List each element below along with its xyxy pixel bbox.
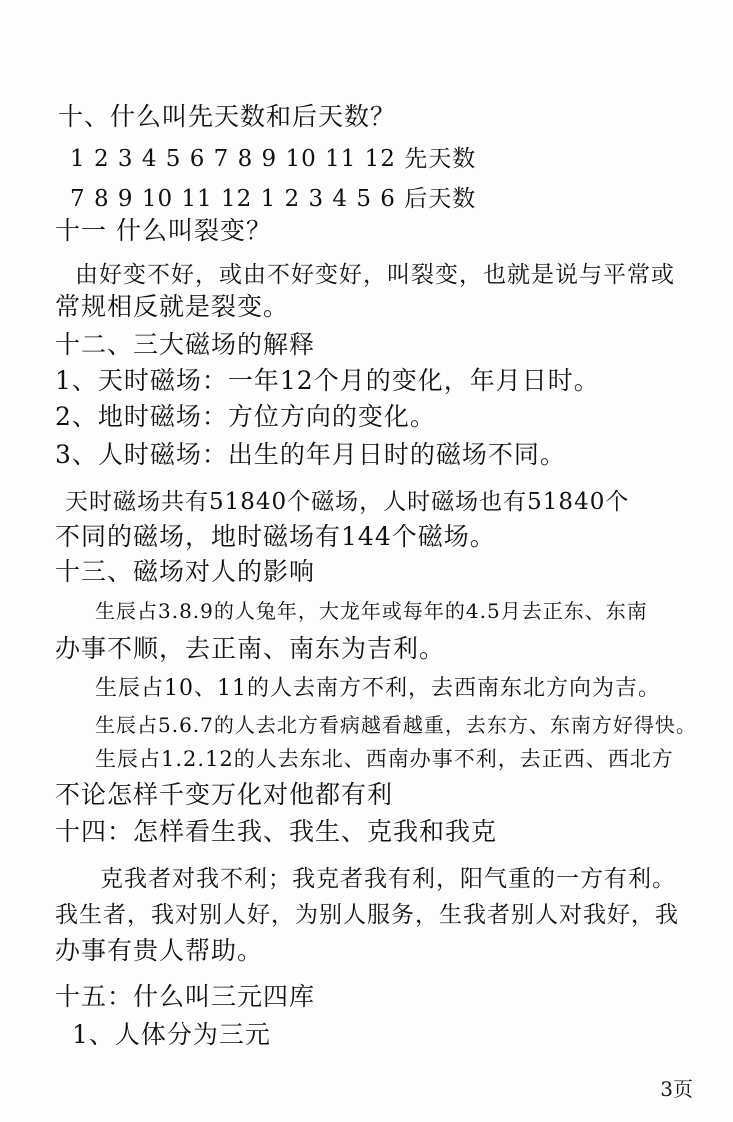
birth-1212-line-1: 生辰占1.2.12的人去东北、西南办事不利，去正西、西北方 [95,747,674,771]
kewo-line: 克我者对我不利；我克者我有利，阳气重的一方有利。 [100,866,676,892]
three-yuan-line: 1、人体分为三元 [72,1020,271,1049]
birth-1212-line-2: 不论怎样千变万化对他都有利 [55,780,394,809]
section-12-heading: 十二、三大磁场的解释 [55,330,316,359]
field-count-line-1: 天时磁场共有51840个磁场，人时磁场也有51840个 [65,489,630,515]
birth-389-line-2: 办事不顺，去正南、南东为吉利。 [55,634,446,663]
dishi-field-line: 2、地时磁场：方位方向的变化。 [55,402,436,431]
liebian-text-line-1: 由好变不好，或由不好变好，叫裂变，也就是说与平常或 [75,262,675,288]
section-15-heading: 十五：什么叫三元四库 [55,982,316,1011]
wosheng-line-1: 我生者，我对别人好，为别人服务，生我者别人对我好，我 [55,902,679,928]
birth-1011-line: 生辰占10、11的人去南方不利，去西南东北方向为吉。 [95,676,661,701]
houtian-number-row: 7 8 9 10 11 12 1 2 3 4 5 6 后天数 [70,186,477,212]
question-11-heading: 十一 什么叫裂变？ [55,216,272,245]
question-10-heading: 十、什么叫先天数和后天数？ [58,102,397,131]
birth-567-line: 生辰占5.6.7的人去北方看病越看越重，去东方、东南方好得快。 [95,713,697,737]
page-number: 3页 [660,1077,693,1101]
wosheng-line-2: 办事有贵人帮助。 [55,936,264,965]
birth-389-line-1: 生辰占3.8.9的人兔年，大龙年或每年的4.5月去正东、东南 [95,599,648,623]
section-14-heading: 十四：怎样看生我、我生、克我和我克 [55,817,498,846]
field-count-line-2: 不同的磁场，地时磁场有144个磁场。 [55,522,496,551]
tianshi-field-line: 1、天时磁场：一年12个月的变化，年月日时。 [55,366,600,395]
section-13-heading: 十三、磁场对人的影响 [55,557,316,586]
renshi-field-line: 3、人时磁场：出生的年月日时的磁场不同。 [55,440,566,469]
liebian-text-line-2: 常规相反就是裂变。 [55,292,290,321]
xiantian-number-row: 1 2 3 4 5 6 7 8 9 10 11 12 先天数 [70,146,477,172]
